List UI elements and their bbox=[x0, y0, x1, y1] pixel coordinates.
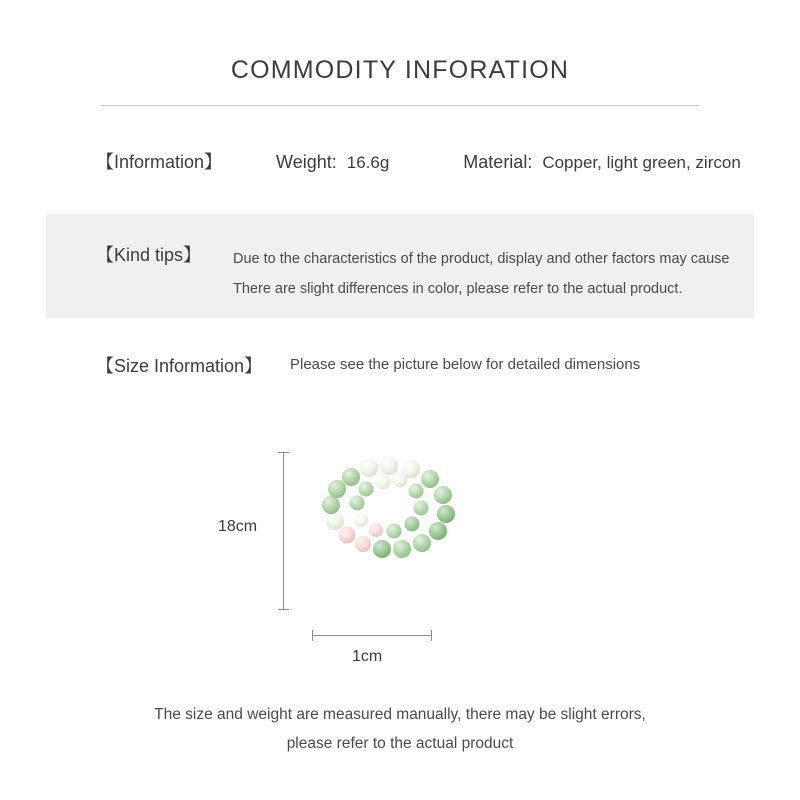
footer-note-line-2: please refer to the actual product bbox=[286, 735, 514, 752]
material-value: Copper, light green, zircon bbox=[542, 153, 741, 172]
footer-note-line-1: The size and weight are measured manually, there may be slight errors, bbox=[154, 706, 646, 723]
page-title: COMMODITY INFORATION bbox=[230, 56, 570, 84]
kind-tips-label: 【Kind tips】 bbox=[96, 245, 202, 265]
height-caliper-icon bbox=[278, 452, 290, 610]
weight-label: Weight: bbox=[276, 152, 337, 172]
information-label: 【Information】 bbox=[96, 152, 223, 172]
kind-tips-line-1: Due to the characteristics of the product, display and other factors may cause bbox=[233, 251, 730, 267]
material-label: Material: bbox=[463, 152, 533, 172]
footer-note bbox=[0, 700, 800, 758]
size-information-note: Please see the picture below for detailed dimensions bbox=[290, 356, 641, 373]
weight-value: 16.6g bbox=[346, 153, 390, 172]
kind-tips-text bbox=[233, 244, 733, 304]
width-caliper-icon bbox=[312, 630, 432, 642]
kind-tips-line-2: There are slight differences in color, please refer to the actual product. bbox=[233, 281, 683, 297]
height-measure-label: 18cm bbox=[218, 518, 258, 535]
information-row bbox=[96, 148, 776, 174]
bracelet-image bbox=[304, 450, 474, 580]
width-measure-label: 1cm bbox=[352, 648, 383, 665]
measurement-diagram bbox=[200, 440, 620, 680]
size-information-label: 【Size Information】 bbox=[96, 356, 263, 376]
title-divider bbox=[100, 105, 700, 106]
